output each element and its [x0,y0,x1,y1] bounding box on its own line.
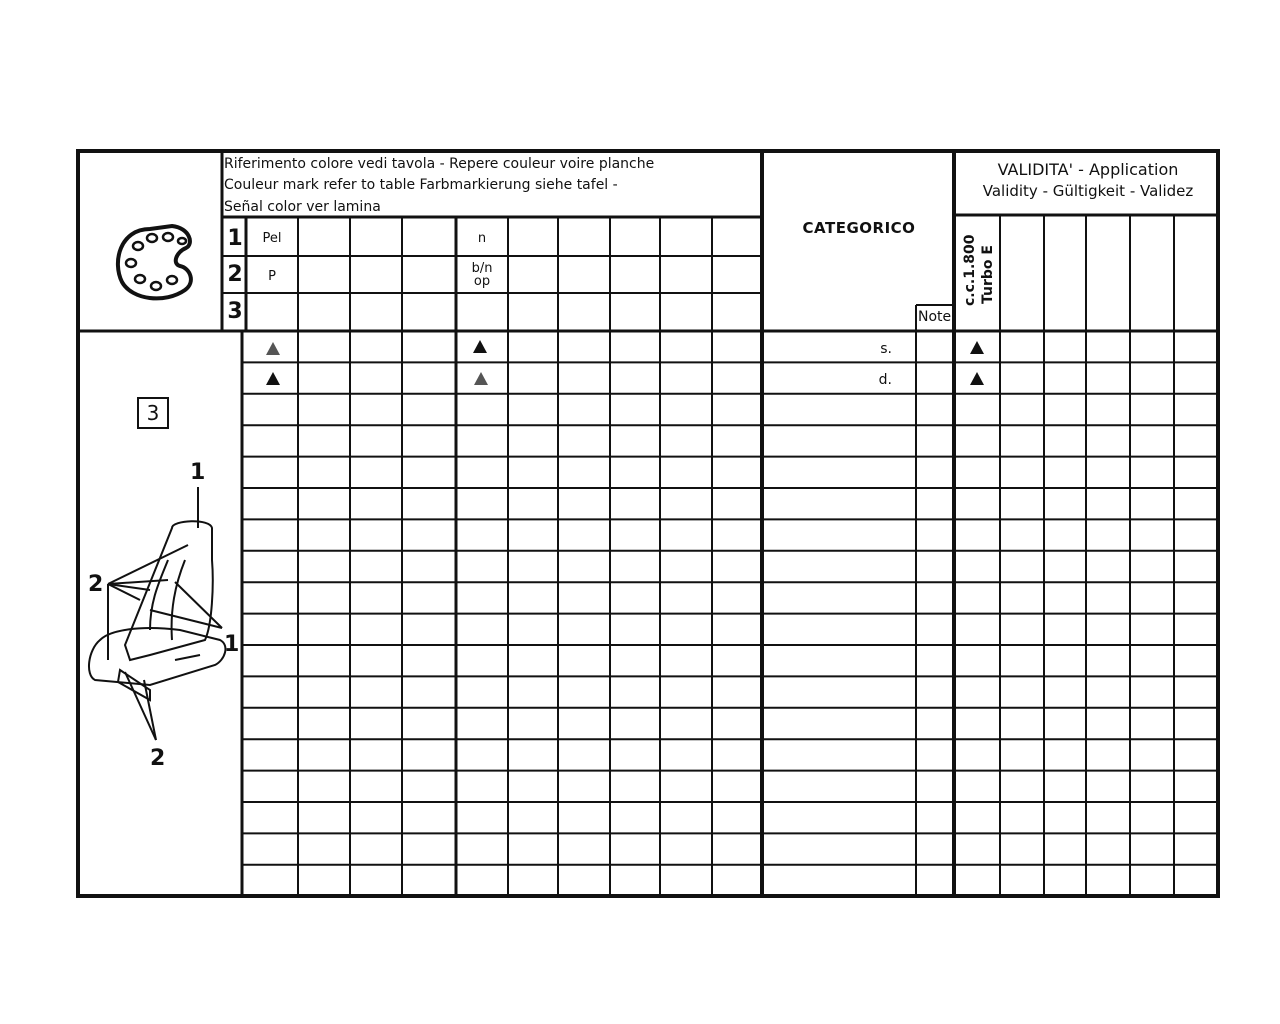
mark-d-validity [970,372,984,385]
validity-column-label-1: c.c.1.800 [962,234,978,306]
callout-1-right: 1 [224,632,240,657]
side-left-label: s. [880,341,892,357]
color-code-right-1: n [477,231,487,246]
validity-subtitle: Validity - Gültigkeit - Validez [982,182,1194,200]
mark-d-color-left [266,372,280,385]
color-grid-verticals [298,217,712,896]
color-code-right-2: b/n op [471,261,493,289]
mark-s-color-left [266,342,280,355]
body-row-lines [242,362,1218,864]
color-code-left-2: P [268,269,276,284]
note-label: Note [918,309,952,325]
reference-line-2: Couleur mark refer to table Farbmarkierung siehe tafel - [224,177,618,193]
seat-illustration [89,487,225,740]
outer-frame [78,151,1218,896]
validity-title: VALIDITA' - Application [997,160,1179,179]
side-right-label: d. [878,372,892,388]
palette-icon [118,226,191,298]
reference-line-1: Riferimento colore vedi tavola - Repere couleur voire planche [224,156,655,172]
categorico-title: CATEGORICO [802,219,916,237]
reference-line-3: Señal color ver lamina [224,199,381,215]
mark-s-validity [970,341,984,354]
callout-1-top: 1 [190,460,206,485]
validity-grid-verticals [1000,215,1174,896]
mark-s-color-right [473,340,487,353]
validity-column-label-2: Turbo E [980,245,996,304]
row-number-1: 1 [227,226,243,251]
row-number-2: 2 [227,262,243,287]
row-number-3: 3 [227,299,243,324]
mark-d-color-right [474,372,488,385]
callout-2-left: 2 [88,572,104,597]
figure-number: 3 [137,397,169,429]
color-code-left-1: Pel [262,231,282,246]
callout-2-bottom: 2 [150,746,166,771]
